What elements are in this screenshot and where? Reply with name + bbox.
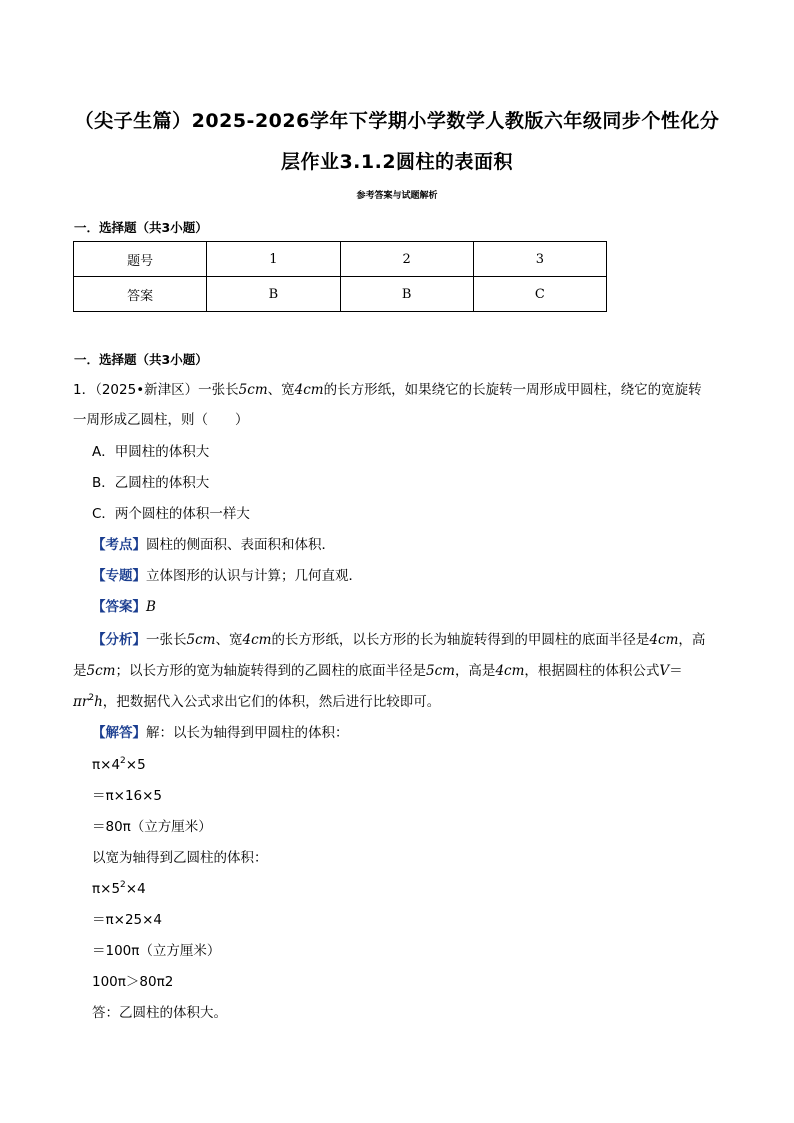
- option-a: A．甲圆柱的体积大: [92, 444, 210, 460]
- conclusion: 答：乙圆柱的体积大。: [92, 1005, 227, 1021]
- formula-symbol: ＝: [669, 663, 683, 679]
- analysis-value: 4: [495, 663, 505, 679]
- solution-text: 解：以长为轴得到甲圆柱的体积：: [146, 725, 349, 741]
- calc-step: 100π＞80π2: [92, 974, 174, 990]
- calc-step: ＝π×16×5: [92, 788, 163, 804]
- answer-section-heading: 一．选择题（共3小题）: [74, 220, 208, 235]
- analysis-text: ，把数据代入公式求出它们的体积，然后进行比较即可。: [102, 694, 441, 710]
- zhuanti-tag: 【专题】: [92, 568, 146, 584]
- analysis-text: ；以长方形的宽为轴旋转得到的乙圆柱的底面半径是: [115, 663, 426, 679]
- solution-tag: 【解答】: [92, 725, 146, 741]
- analysis-unit: cm: [658, 632, 679, 648]
- calc-text: π×4: [92, 757, 121, 773]
- table-row: [74, 277, 607, 312]
- option-b: B．乙圆柱的体积大: [92, 475, 210, 491]
- analysis-text: 、宽: [215, 632, 243, 648]
- table-cell: 2: [340, 242, 473, 277]
- calc-exponent: 2: [120, 756, 126, 766]
- analysis-value: 5: [186, 632, 196, 648]
- analysis-text: 一张长: [146, 632, 187, 648]
- document-title-line1: （尖子生篇）2025-2026学年下学期小学数学人教版六年级同步个性化分: [74, 110, 720, 132]
- stem-text: 的长方形纸，如果绕它的长旋转一周形成甲圆柱，绕它的宽旋转: [323, 382, 702, 398]
- table-row: [74, 242, 607, 277]
- calc-exponent: 2: [120, 880, 126, 890]
- zhuanti-line: [92, 566, 752, 586]
- question-stem-line1: [73, 380, 733, 400]
- analysis-line1: [92, 630, 752, 650]
- formula-exponent: 2: [88, 693, 95, 703]
- calc-step: ＝80π（立方厘米）: [92, 819, 212, 835]
- table-header-cell: 答案: [74, 277, 207, 312]
- analysis-unit: cm: [95, 663, 116, 679]
- analysis-text: 是: [73, 663, 87, 679]
- document-subtitle: 参考答案与试题解析: [356, 191, 438, 201]
- analysis-text: ，根据圆柱的体积公式: [524, 663, 660, 679]
- formula-symbol: πr: [73, 694, 89, 710]
- analysis-value: 5: [425, 663, 435, 679]
- analysis-unit: cm: [251, 632, 272, 648]
- analysis-unit: cm: [195, 632, 216, 648]
- calc-step: 以宽为轴得到乙圆柱的体积：: [92, 850, 268, 866]
- calc-step: [92, 755, 752, 775]
- analysis-text: ，高是: [454, 663, 496, 679]
- answer-table: [73, 241, 607, 312]
- analysis-value: 4: [242, 632, 252, 648]
- stem-value: 4: [294, 382, 304, 398]
- kaodian-tag: 【考点】: [92, 537, 146, 553]
- analysis-tag: 【分析】: [92, 632, 146, 648]
- solution-line: [92, 723, 752, 743]
- table-cell: 1: [207, 242, 340, 277]
- calc-text: ×4: [125, 881, 146, 897]
- formula-symbol: V: [659, 663, 670, 679]
- answer-line: [92, 597, 752, 617]
- question-section-heading: 一．选择题（共3小题）: [74, 352, 208, 367]
- analysis-unit: cm: [504, 663, 525, 679]
- document-title-line2: 层作业3.1.2圆柱的表面积: [280, 151, 514, 173]
- table-cell: C: [473, 277, 606, 312]
- analysis-unit: cm: [434, 663, 455, 679]
- zhuanti-text: 立体图形的认识与计算；几何直观．: [146, 568, 362, 584]
- kaodian-text: 圆柱的侧面积、表面积和体积．: [146, 537, 335, 553]
- stem-text: 、宽: [267, 382, 295, 398]
- table-cell: B: [207, 277, 340, 312]
- calc-step: ＝π×25×4: [92, 912, 163, 928]
- calc-step: [92, 879, 752, 899]
- analysis-line2: [73, 661, 733, 681]
- stem-text: 1．（2025•新津区）一张长: [73, 382, 239, 398]
- stem-unit: cm: [303, 382, 324, 398]
- question-stem-line2: 一周形成乙圆柱，则（ ）: [73, 412, 249, 428]
- answer-value: B: [146, 599, 156, 615]
- analysis-text: ，高: [678, 632, 706, 648]
- table-cell: 3: [473, 242, 606, 277]
- stem-value: 5: [238, 382, 248, 398]
- calc-text: ×5: [125, 757, 146, 773]
- formula-symbol: h: [94, 694, 103, 710]
- analysis-line3: [73, 692, 733, 712]
- calc-step: ＝100π（立方厘米）: [92, 943, 221, 959]
- analysis-value: 5: [86, 663, 96, 679]
- answer-tag: 【答案】: [92, 599, 146, 615]
- calc-text: π×5: [92, 881, 121, 897]
- analysis-value: 4: [649, 632, 659, 648]
- table-cell: B: [340, 277, 473, 312]
- kaodian-line: [92, 535, 752, 555]
- stem-unit: cm: [247, 382, 268, 398]
- analysis-text: 的长方形纸，以长方形的长为轴旋转得到的甲圆柱的底面半径是: [271, 632, 650, 648]
- option-c: C．两个圆柱的体积一样大: [92, 506, 250, 522]
- table-header-cell: 题号: [74, 242, 207, 277]
